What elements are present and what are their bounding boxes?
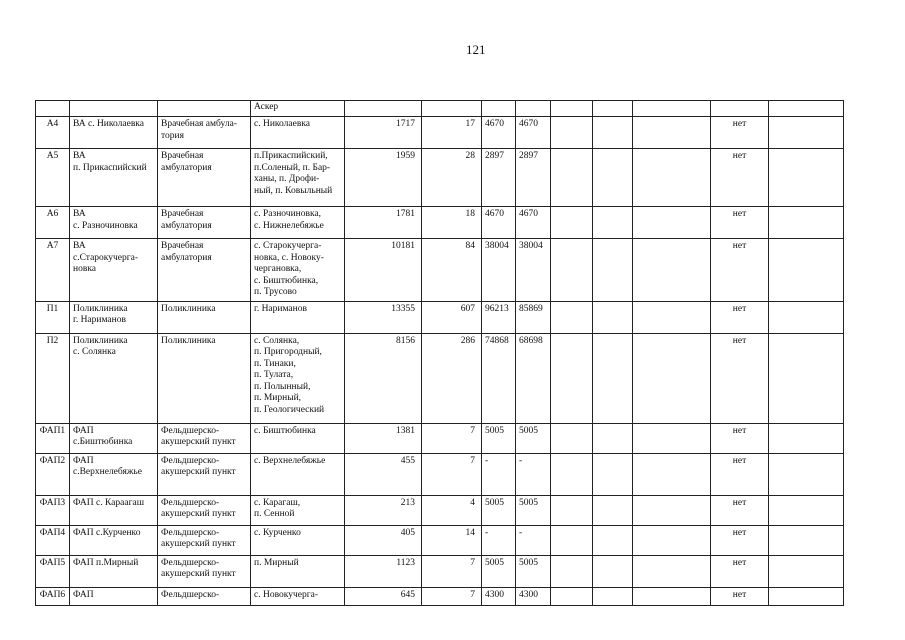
- facility-type: Фельдшерско- акушерский пункт: [158, 555, 251, 587]
- empty-cell: [593, 453, 633, 495]
- empty-cell: [633, 453, 711, 495]
- value-2: 68698: [516, 333, 551, 423]
- table-row: [36, 495, 844, 525]
- settlements-served: г. Нариманов: [251, 301, 345, 333]
- facility-type: Фельдшерско- акушерский пункт: [158, 525, 251, 555]
- empty-cell: [769, 587, 844, 605]
- population-value: 1381: [345, 423, 422, 453]
- population-value: 1123: [345, 555, 422, 587]
- empty-cell: [633, 495, 711, 525]
- facility-code: А5: [36, 149, 70, 207]
- settlements-served: с. Старокучерга- новка, с. Новоку- чергановка, с. Биштюбинка, п. Трусово: [251, 239, 345, 302]
- facility-code: П1: [36, 301, 70, 333]
- empty-cell: [551, 149, 593, 207]
- empty-cell: [633, 117, 711, 149]
- value-2: 38004: [516, 239, 551, 302]
- value-1: 5005: [482, 495, 516, 525]
- settlements-served: с. Разночиновка, с. Нижнелебяжье: [251, 207, 345, 239]
- empty-cell: [633, 207, 711, 239]
- value-1: 4670: [482, 117, 516, 149]
- facility-type: Поликлиника: [158, 333, 251, 423]
- status-value: нет: [711, 587, 769, 605]
- header-cell: [422, 101, 482, 117]
- value-2: -: [516, 525, 551, 555]
- count-value: 7: [422, 423, 482, 453]
- count-value: 17: [422, 117, 482, 149]
- header-cell: [158, 101, 251, 117]
- population-value: 8156: [345, 333, 422, 423]
- empty-cell: [551, 333, 593, 423]
- settlements-served: с. Новокучерга-: [251, 587, 345, 605]
- table-row: [36, 587, 844, 605]
- empty-cell: [769, 423, 844, 453]
- table-row: [36, 333, 844, 423]
- count-value: 7: [422, 587, 482, 605]
- status-value: нет: [711, 239, 769, 302]
- facility-name: ФАП: [70, 587, 158, 605]
- value-1: 4670: [482, 207, 516, 239]
- facility-code: ФАП3: [36, 495, 70, 525]
- facility-name: ФАП с.Биштюбинка: [70, 423, 158, 453]
- empty-cell: [551, 423, 593, 453]
- value-2: 5005: [516, 495, 551, 525]
- facility-name: ФАП с.Верхнелебяжье: [70, 453, 158, 495]
- count-value: 4: [422, 495, 482, 525]
- value-2: 2897: [516, 149, 551, 207]
- facility-code: ФАП6: [36, 587, 70, 605]
- facility-code: А6: [36, 207, 70, 239]
- facility-type: Фельдшерско-: [158, 587, 251, 605]
- empty-cell: [593, 423, 633, 453]
- population-value: 405: [345, 525, 422, 555]
- status-value: нет: [711, 333, 769, 423]
- empty-cell: [551, 525, 593, 555]
- count-value: 286: [422, 333, 482, 423]
- facility-type: Фельдшерско- акушерский пункт: [158, 495, 251, 525]
- empty-cell: [769, 301, 844, 333]
- value-2: 4670: [516, 207, 551, 239]
- settlements-served: с. Биштюбинка: [251, 423, 345, 453]
- value-2: 4300: [516, 587, 551, 605]
- empty-cell: [633, 525, 711, 555]
- settlements-served: п. Мирный: [251, 555, 345, 587]
- facility-type: Врачебная амбулатория: [158, 149, 251, 207]
- table-row: [36, 555, 844, 587]
- empty-cell: [769, 495, 844, 525]
- count-value: 28: [422, 149, 482, 207]
- facility-name: Поликлиника с. Солянка: [70, 333, 158, 423]
- header-cell: [593, 101, 633, 117]
- empty-cell: [769, 117, 844, 149]
- empty-cell: [593, 239, 633, 302]
- empty-cell: [551, 555, 593, 587]
- table-row: [36, 423, 844, 453]
- population-value: 1781: [345, 207, 422, 239]
- population-value: 455: [345, 453, 422, 495]
- empty-cell: [593, 525, 633, 555]
- facility-code: ФАП5: [36, 555, 70, 587]
- empty-cell: [593, 301, 633, 333]
- empty-cell: [633, 301, 711, 333]
- count-value: 7: [422, 453, 482, 495]
- settlements-served: с. Николаевка: [251, 117, 345, 149]
- empty-cell: [593, 495, 633, 525]
- header-cell: [551, 101, 593, 117]
- table-row: [36, 301, 844, 333]
- empty-cell: [769, 333, 844, 423]
- table-row: [36, 149, 844, 207]
- facility-code: П2: [36, 333, 70, 423]
- status-value: нет: [711, 117, 769, 149]
- empty-cell: [551, 301, 593, 333]
- empty-cell: [633, 149, 711, 207]
- empty-cell: [769, 525, 844, 555]
- facility-code: ФАП4: [36, 525, 70, 555]
- facility-name: ВА п. Прикаспийский: [70, 149, 158, 207]
- table-row: [36, 453, 844, 495]
- empty-cell: [633, 239, 711, 302]
- facility-type: Врачебная амбулатория: [158, 239, 251, 302]
- value-1: -: [482, 525, 516, 555]
- empty-cell: [769, 207, 844, 239]
- empty-cell: [551, 117, 593, 149]
- value-2: 5005: [516, 555, 551, 587]
- population-value: 10181: [345, 239, 422, 302]
- settlements-served: с. Солянка, п. Пригородный, п. Тинаки, п. Тулата, п. Полынный, п. Мирный, п. Геологический: [251, 333, 345, 423]
- status-value: нет: [711, 555, 769, 587]
- facility-code: ФАП2: [36, 453, 70, 495]
- settlements-served: с. Верхнелебяжье: [251, 453, 345, 495]
- count-value: 14: [422, 525, 482, 555]
- status-value: нет: [711, 453, 769, 495]
- population-value: 1959: [345, 149, 422, 207]
- facility-type: Фельдшерско- акушерский пункт: [158, 423, 251, 453]
- facility-name: ВА с. Николаевка: [70, 117, 158, 149]
- status-value: нет: [711, 149, 769, 207]
- empty-cell: [593, 333, 633, 423]
- table-row: [36, 117, 844, 149]
- status-value: нет: [711, 525, 769, 555]
- population-value: 645: [345, 587, 422, 605]
- status-value: нет: [711, 495, 769, 525]
- value-2: 5005: [516, 423, 551, 453]
- empty-cell: [769, 149, 844, 207]
- table-row: [36, 207, 844, 239]
- empty-cell: [551, 207, 593, 239]
- facility-code: А4: [36, 117, 70, 149]
- facility-type: Поликлиника: [158, 301, 251, 333]
- value-1: 5005: [482, 423, 516, 453]
- settlements-served: с. Карагаш, п. Сенной: [251, 495, 345, 525]
- header-row: [36, 101, 844, 117]
- value-2: -: [516, 453, 551, 495]
- value-1: 38004: [482, 239, 516, 302]
- population-value: 13355: [345, 301, 422, 333]
- value-1: 5005: [482, 555, 516, 587]
- empty-cell: [593, 149, 633, 207]
- empty-cell: [551, 495, 593, 525]
- empty-cell: [593, 207, 633, 239]
- value-1: 2897: [482, 149, 516, 207]
- facility-type: Врачебная амбулатория: [158, 207, 251, 239]
- table-row: [36, 239, 844, 302]
- empty-cell: [551, 239, 593, 302]
- empty-cell: [769, 555, 844, 587]
- facility-type: Врачебная амбула- тория: [158, 117, 251, 149]
- value-2: 4670: [516, 117, 551, 149]
- status-value: нет: [711, 301, 769, 333]
- facility-code: ФАП1: [36, 423, 70, 453]
- value-1: -: [482, 453, 516, 495]
- empty-cell: [769, 239, 844, 302]
- facility-type: Фельдшерско- акушерский пункт: [158, 453, 251, 495]
- facility-name: ФАП п.Мирный: [70, 555, 158, 587]
- empty-cell: [551, 587, 593, 605]
- header-cell: Аскер: [251, 101, 345, 117]
- value-1: 74868: [482, 333, 516, 423]
- population-value: 1717: [345, 117, 422, 149]
- count-value: 607: [422, 301, 482, 333]
- facility-code: А7: [36, 239, 70, 302]
- empty-cell: [633, 423, 711, 453]
- table-row: [36, 525, 844, 555]
- value-1: 96213: [482, 301, 516, 333]
- empty-cell: [633, 587, 711, 605]
- header-cell: [633, 101, 711, 117]
- settlements-served: п.Прикаспийский, п.Соленый, п. Бар- ханы, п. Дрофи- ный, п. Ковыльный: [251, 149, 345, 207]
- page-number: 121: [466, 42, 486, 57]
- count-value: 7: [422, 555, 482, 587]
- empty-cell: [593, 587, 633, 605]
- header-cell: [711, 101, 769, 117]
- facility-name: ВА с.Старокучерга- новка: [70, 239, 158, 302]
- facility-name: ВА с. Разночиновка: [70, 207, 158, 239]
- status-value: нет: [711, 423, 769, 453]
- population-value: 213: [345, 495, 422, 525]
- header-cell: [36, 101, 70, 117]
- empty-cell: [593, 117, 633, 149]
- header-cell: [769, 101, 844, 117]
- header-cell: [70, 101, 158, 117]
- value-1: 4300: [482, 587, 516, 605]
- facility-name: Поликлиника г. Нариманов: [70, 301, 158, 333]
- facility-name: ФАП с. Караагаш: [70, 495, 158, 525]
- facilities-table: [35, 100, 844, 606]
- value-2: 85869: [516, 301, 551, 333]
- count-value: 18: [422, 207, 482, 239]
- header-cell: [516, 101, 551, 117]
- count-value: 84: [422, 239, 482, 302]
- empty-cell: [633, 333, 711, 423]
- header-cell: [345, 101, 422, 117]
- empty-cell: [633, 555, 711, 587]
- header-cell: [482, 101, 516, 117]
- empty-cell: [769, 453, 844, 495]
- facility-name: ФАП с.Курченко: [70, 525, 158, 555]
- empty-cell: [593, 555, 633, 587]
- settlements-served: с. Курченко: [251, 525, 345, 555]
- status-value: нет: [711, 207, 769, 239]
- empty-cell: [551, 453, 593, 495]
